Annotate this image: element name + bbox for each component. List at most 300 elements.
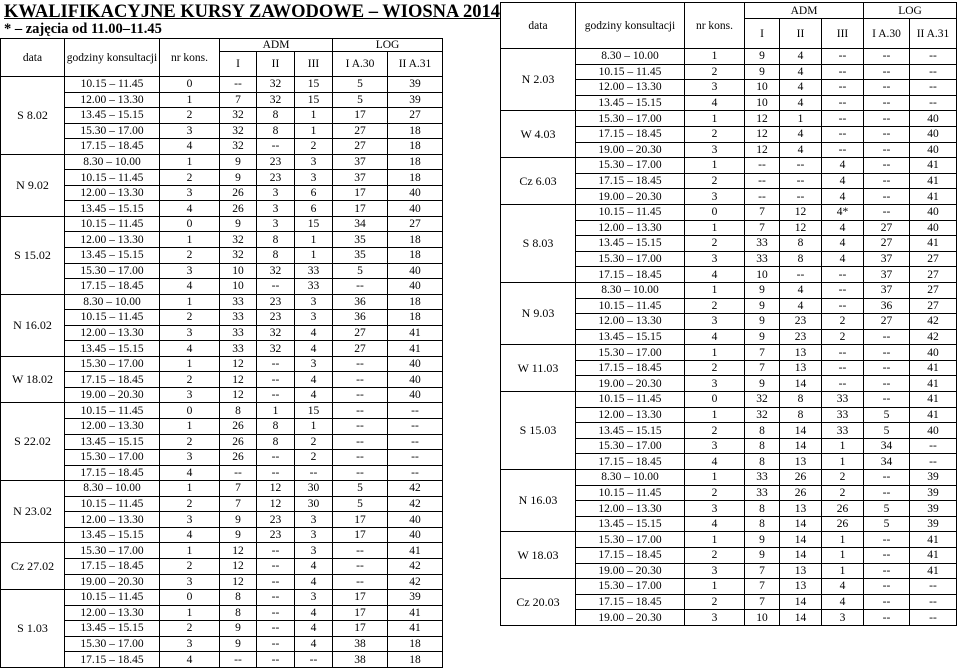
nr-cell: 1 — [685, 282, 745, 298]
value-cell: -- — [864, 80, 910, 96]
value-cell: -- — [333, 279, 388, 295]
value-cell: 14 — [780, 516, 822, 532]
value-cell: 42 — [388, 574, 443, 590]
value-cell: -- — [822, 298, 864, 314]
time-cell: 12.00 – 13.30 — [576, 407, 685, 423]
value-cell: -- — [257, 387, 295, 403]
time-cell: 17.15 – 18.45 — [576, 548, 685, 564]
nr-cell: 3 — [160, 512, 220, 528]
value-cell: -- — [388, 465, 443, 481]
value-cell: 35 — [333, 232, 388, 248]
nr-cell: 1 — [160, 92, 220, 108]
value-cell: 12 — [745, 126, 780, 142]
time-cell: 13.45 – 15.15 — [65, 527, 160, 543]
time-cell: 13.45 – 15.15 — [65, 248, 160, 264]
time-cell: 13.45 – 15.15 — [576, 236, 685, 252]
value-cell: 33 — [295, 279, 333, 295]
time-cell: 13.45 – 15.15 — [65, 201, 160, 217]
table-row — [1, 356, 443, 372]
value-cell: 4 — [822, 173, 864, 189]
value-cell: 12 — [220, 372, 257, 388]
value-cell: -- — [864, 376, 910, 392]
value-cell: -- — [257, 558, 295, 574]
value-cell: 15 — [295, 92, 333, 108]
value-cell: 33 — [220, 325, 257, 341]
value-cell: -- — [333, 387, 388, 403]
time-cell: 10.15 – 11.45 — [65, 216, 160, 232]
time-cell: 10.15 – 11.45 — [65, 496, 160, 512]
value-cell: 4 — [822, 158, 864, 174]
table-row — [1, 481, 443, 497]
value-cell: 12 — [257, 481, 295, 497]
table-row — [1, 605, 443, 621]
value-cell: 4 — [295, 341, 333, 357]
table-row — [1, 108, 443, 124]
value-cell: -- — [822, 111, 864, 127]
value-cell: 33 — [220, 294, 257, 310]
value-cell: 13 — [780, 454, 822, 470]
table-row — [1, 590, 443, 606]
value-cell: -- — [910, 610, 957, 626]
value-cell: -- — [910, 579, 957, 595]
value-cell: 2 — [822, 329, 864, 345]
value-cell: 3 — [295, 590, 333, 606]
value-cell: 18 — [388, 248, 443, 264]
value-cell: 32 — [745, 392, 780, 408]
date-cell: W 18.02 — [1, 356, 65, 403]
value-cell: 1 — [822, 438, 864, 454]
value-cell: 9 — [745, 329, 780, 345]
value-cell: 27 — [388, 216, 443, 232]
value-cell: 26 — [780, 485, 822, 501]
value-cell: 8 — [220, 605, 257, 621]
nr-cell: 0 — [160, 403, 220, 419]
table-row — [1, 450, 443, 466]
time-cell: 13.45 – 15.15 — [65, 108, 160, 124]
value-cell: 9 — [220, 636, 257, 652]
value-cell: -- — [864, 532, 910, 548]
table-row — [501, 345, 957, 361]
value-cell: -- — [864, 470, 910, 486]
value-cell: 41 — [910, 407, 957, 423]
table-row — [1, 154, 443, 170]
value-cell: 37 — [864, 251, 910, 267]
time-cell: 12.00 – 13.30 — [65, 92, 160, 108]
value-cell: -- — [333, 356, 388, 372]
value-cell: 18 — [388, 139, 443, 155]
time-cell: 15.30 – 17.00 — [576, 579, 685, 595]
value-cell: 40 — [910, 126, 957, 142]
table-row — [1, 170, 443, 186]
value-cell: 32 — [257, 77, 295, 93]
value-cell: -- — [864, 329, 910, 345]
date-cell: N 23.02 — [1, 481, 65, 543]
value-cell: -- — [864, 548, 910, 564]
time-cell: 12.00 – 13.30 — [65, 185, 160, 201]
time-cell: 12.00 – 13.30 — [65, 325, 160, 341]
nr-cell: 3 — [685, 563, 745, 579]
value-cell: 33 — [822, 392, 864, 408]
nr-cell: 3 — [685, 142, 745, 158]
nr-cell: 4 — [160, 465, 220, 481]
time-cell: 12.00 – 13.30 — [65, 512, 160, 528]
table-row — [501, 532, 957, 548]
value-cell: 7 — [745, 220, 780, 236]
nr-cell: 2 — [685, 360, 745, 376]
nr-cell: 0 — [685, 392, 745, 408]
date-cell: W 18.03 — [501, 532, 576, 579]
value-cell: 12 — [745, 142, 780, 158]
value-cell: -- — [745, 173, 780, 189]
value-cell: 15 — [295, 403, 333, 419]
value-cell: 2 — [295, 434, 333, 450]
value-cell: 32 — [257, 341, 295, 357]
time-cell: 8.30 – 10.00 — [576, 282, 685, 298]
table-row — [501, 470, 957, 486]
value-cell: -- — [864, 173, 910, 189]
value-cell: 40 — [388, 279, 443, 295]
value-cell: 42 — [388, 496, 443, 512]
value-cell: 7 — [745, 204, 780, 220]
table-row — [1, 201, 443, 217]
table-row — [501, 49, 957, 65]
value-cell: 7 — [220, 481, 257, 497]
time-cell: 8.30 – 10.00 — [65, 294, 160, 310]
value-cell: 41 — [388, 341, 443, 357]
table-row — [1, 139, 443, 155]
value-cell: -- — [295, 652, 333, 668]
value-cell: 23 — [257, 310, 295, 326]
value-cell: 4* — [822, 204, 864, 220]
value-cell: -- — [257, 139, 295, 155]
header-log: LOG — [864, 3, 957, 19]
value-cell: -- — [864, 360, 910, 376]
nr-cell: 2 — [685, 298, 745, 314]
value-cell: 5 — [333, 92, 388, 108]
value-cell: 17 — [333, 185, 388, 201]
value-cell: -- — [388, 434, 443, 450]
value-cell: 12 — [745, 111, 780, 127]
header-i-a30: I A.30 — [333, 52, 388, 77]
value-cell: -- — [257, 356, 295, 372]
table-row — [1, 263, 443, 279]
nr-cell: 2 — [685, 173, 745, 189]
table-row — [1, 279, 443, 295]
table-row — [1, 512, 443, 528]
value-cell: 1 — [822, 548, 864, 564]
value-cell: 8 — [745, 423, 780, 439]
value-cell: -- — [822, 49, 864, 65]
nr-cell: 1 — [685, 579, 745, 595]
value-cell: -- — [910, 49, 957, 65]
value-cell: 4 — [780, 80, 822, 96]
nr-cell: 1 — [685, 158, 745, 174]
value-cell: 15 — [295, 77, 333, 93]
nr-cell: 2 — [685, 236, 745, 252]
value-cell: 5 — [333, 481, 388, 497]
time-cell: 19.00 – 20.30 — [576, 142, 685, 158]
value-cell: 9 — [220, 512, 257, 528]
header-iii: III — [822, 19, 864, 49]
value-cell: -- — [333, 403, 388, 419]
value-cell: 39 — [388, 590, 443, 606]
value-cell: -- — [257, 590, 295, 606]
nr-cell: 1 — [160, 605, 220, 621]
value-cell: 9 — [745, 532, 780, 548]
value-cell: 40 — [910, 423, 957, 439]
value-cell: -- — [822, 80, 864, 96]
time-cell: 19.00 – 20.30 — [576, 376, 685, 392]
nr-cell: 4 — [160, 201, 220, 217]
value-cell: 13 — [780, 345, 822, 361]
value-cell: 42 — [388, 558, 443, 574]
value-cell: 9 — [745, 282, 780, 298]
value-cell: 12 — [780, 204, 822, 220]
value-cell: -- — [257, 279, 295, 295]
value-cell: 4 — [295, 372, 333, 388]
time-cell: 10.15 – 11.45 — [576, 204, 685, 220]
date-cell: S 8.03 — [501, 204, 576, 282]
time-cell: 8.30 – 10.00 — [576, 470, 685, 486]
value-cell: 38 — [333, 636, 388, 652]
table-row — [1, 527, 443, 543]
value-cell: 18 — [388, 123, 443, 139]
table-row — [501, 579, 957, 595]
time-cell: 10.15 – 11.45 — [576, 485, 685, 501]
value-cell: -- — [333, 465, 388, 481]
table-row — [1, 574, 443, 590]
value-cell: -- — [864, 142, 910, 158]
value-cell: 36 — [864, 298, 910, 314]
nr-cell: 1 — [685, 470, 745, 486]
value-cell: 41 — [910, 236, 957, 252]
value-cell: -- — [333, 574, 388, 590]
value-cell: 41 — [910, 189, 957, 205]
value-cell: 26 — [780, 470, 822, 486]
date-cell: S 15.03 — [501, 392, 576, 470]
table-row — [501, 204, 957, 220]
value-cell: 41 — [910, 158, 957, 174]
value-cell: 14 — [780, 594, 822, 610]
value-cell: 9 — [745, 376, 780, 392]
value-cell: 1 — [780, 111, 822, 127]
header-iii: III — [295, 52, 333, 77]
value-cell: 4 — [295, 605, 333, 621]
time-cell: 13.45 – 15.15 — [576, 329, 685, 345]
value-cell: -- — [220, 77, 257, 93]
value-cell: 37 — [333, 170, 388, 186]
value-cell: 14 — [780, 423, 822, 439]
header-godziny: godziny konsultacji — [65, 39, 160, 77]
value-cell: 8 — [257, 419, 295, 435]
header-ii: II — [257, 52, 295, 77]
value-cell: 10 — [220, 263, 257, 279]
value-cell: 23 — [780, 314, 822, 330]
nr-cell: 3 — [160, 636, 220, 652]
value-cell: 6 — [295, 201, 333, 217]
time-cell: 12.00 – 13.30 — [65, 232, 160, 248]
value-cell: 17 — [333, 590, 388, 606]
nr-cell: 0 — [160, 77, 220, 93]
value-cell: 12 — [257, 496, 295, 512]
table-row — [1, 294, 443, 310]
value-cell: 30 — [295, 481, 333, 497]
value-cell: 14 — [780, 532, 822, 548]
time-cell: 15.30 – 17.00 — [65, 263, 160, 279]
value-cell: 5 — [333, 263, 388, 279]
value-cell: 30 — [295, 496, 333, 512]
nr-cell: 2 — [685, 485, 745, 501]
nr-cell: 1 — [160, 232, 220, 248]
value-cell: 40 — [910, 204, 957, 220]
value-cell: 27 — [388, 108, 443, 124]
value-cell: 33 — [220, 310, 257, 326]
value-cell: 17 — [333, 621, 388, 637]
value-cell: 5 — [864, 501, 910, 517]
value-cell: -- — [864, 204, 910, 220]
value-cell: 17 — [333, 108, 388, 124]
value-cell: 27 — [864, 236, 910, 252]
header-godziny: godziny konsultacji — [576, 3, 685, 49]
value-cell: 32 — [220, 123, 257, 139]
value-cell: -- — [257, 543, 295, 559]
value-cell: 7 — [220, 92, 257, 108]
value-cell: 1 — [295, 232, 333, 248]
value-cell: -- — [780, 267, 822, 283]
value-cell: -- — [822, 376, 864, 392]
value-cell: 3 — [257, 185, 295, 201]
header-adm: ADM — [220, 39, 333, 52]
value-cell: 40 — [388, 527, 443, 543]
nr-cell: 1 — [160, 356, 220, 372]
table-row — [1, 185, 443, 201]
value-cell: -- — [822, 267, 864, 283]
value-cell: 42 — [910, 314, 957, 330]
value-cell: -- — [864, 49, 910, 65]
value-cell: 1 — [295, 108, 333, 124]
value-cell: 27 — [333, 341, 388, 357]
time-cell: 12.00 – 13.30 — [65, 605, 160, 621]
value-cell: 9 — [220, 216, 257, 232]
value-cell: 3 — [295, 543, 333, 559]
value-cell: 18 — [388, 310, 443, 326]
value-cell: 18 — [388, 170, 443, 186]
table-row — [1, 248, 443, 264]
value-cell: 9 — [220, 527, 257, 543]
value-cell: 13 — [780, 501, 822, 517]
nr-cell: 2 — [160, 310, 220, 326]
time-cell: 13.45 – 15.15 — [65, 341, 160, 357]
value-cell: -- — [333, 434, 388, 450]
nr-cell: 1 — [160, 419, 220, 435]
value-cell: -- — [864, 563, 910, 579]
nr-cell: 2 — [685, 594, 745, 610]
table-row — [1, 77, 443, 93]
nr-cell: 3 — [685, 501, 745, 517]
value-cell: 4 — [780, 95, 822, 111]
value-cell: -- — [333, 558, 388, 574]
nr-cell: 2 — [160, 170, 220, 186]
value-cell: 32 — [257, 263, 295, 279]
value-cell: -- — [257, 450, 295, 466]
value-cell: 40 — [910, 345, 957, 361]
time-cell: 15.30 – 17.00 — [65, 636, 160, 652]
nr-cell: 3 — [160, 123, 220, 139]
value-cell: 8 — [220, 403, 257, 419]
header-data: data — [501, 3, 576, 49]
nr-cell: 2 — [160, 434, 220, 450]
table-row — [1, 434, 443, 450]
nr-cell: 2 — [685, 64, 745, 80]
nr-cell: 4 — [160, 139, 220, 155]
nr-cell: 0 — [160, 216, 220, 232]
value-cell: 32 — [220, 108, 257, 124]
date-cell: Cz 6.03 — [501, 158, 576, 205]
value-cell: 4 — [295, 621, 333, 637]
date-cell: S 22.02 — [1, 403, 65, 481]
value-cell: 27 — [864, 314, 910, 330]
value-cell: 34 — [864, 454, 910, 470]
value-cell: -- — [822, 95, 864, 111]
nr-cell: 2 — [160, 496, 220, 512]
value-cell: 18 — [388, 636, 443, 652]
value-cell: 10 — [745, 95, 780, 111]
value-cell: 23 — [257, 294, 295, 310]
value-cell: 33 — [745, 485, 780, 501]
nr-cell: 2 — [685, 548, 745, 564]
value-cell: 27 — [910, 251, 957, 267]
value-cell: 32 — [745, 407, 780, 423]
time-cell: 15.30 – 17.00 — [576, 251, 685, 267]
value-cell: -- — [910, 95, 957, 111]
date-cell: S 15.02 — [1, 216, 65, 294]
value-cell: 26 — [220, 434, 257, 450]
time-cell: 10.15 – 11.45 — [65, 310, 160, 326]
value-cell: 40 — [388, 201, 443, 217]
value-cell: 39 — [910, 501, 957, 517]
time-cell: 15.30 – 17.00 — [576, 158, 685, 174]
value-cell: -- — [822, 345, 864, 361]
value-cell: 36 — [333, 294, 388, 310]
value-cell: 3 — [295, 356, 333, 372]
time-cell: 15.30 – 17.00 — [65, 543, 160, 559]
value-cell: 8 — [220, 590, 257, 606]
value-cell: 32 — [220, 248, 257, 264]
value-cell: 23 — [257, 170, 295, 186]
value-cell: 9 — [220, 154, 257, 170]
nr-cell: 1 — [685, 111, 745, 127]
value-cell: -- — [910, 454, 957, 470]
value-cell: 7 — [745, 360, 780, 376]
time-cell: 15.30 – 17.00 — [576, 532, 685, 548]
value-cell: -- — [257, 372, 295, 388]
nr-cell: 2 — [685, 423, 745, 439]
date-cell: W 11.03 — [501, 345, 576, 392]
value-cell: 40 — [388, 387, 443, 403]
value-cell: 33 — [745, 470, 780, 486]
value-cell: 2 — [295, 139, 333, 155]
value-cell: 3 — [295, 310, 333, 326]
nr-cell: 1 — [685, 532, 745, 548]
value-cell: -- — [257, 652, 295, 668]
nr-cell: 4 — [685, 95, 745, 111]
table-row — [1, 123, 443, 139]
table-row — [1, 372, 443, 388]
value-cell: 40 — [388, 185, 443, 201]
value-cell: 9 — [745, 64, 780, 80]
table-row — [1, 496, 443, 512]
time-cell: 17.15 – 18.45 — [576, 360, 685, 376]
